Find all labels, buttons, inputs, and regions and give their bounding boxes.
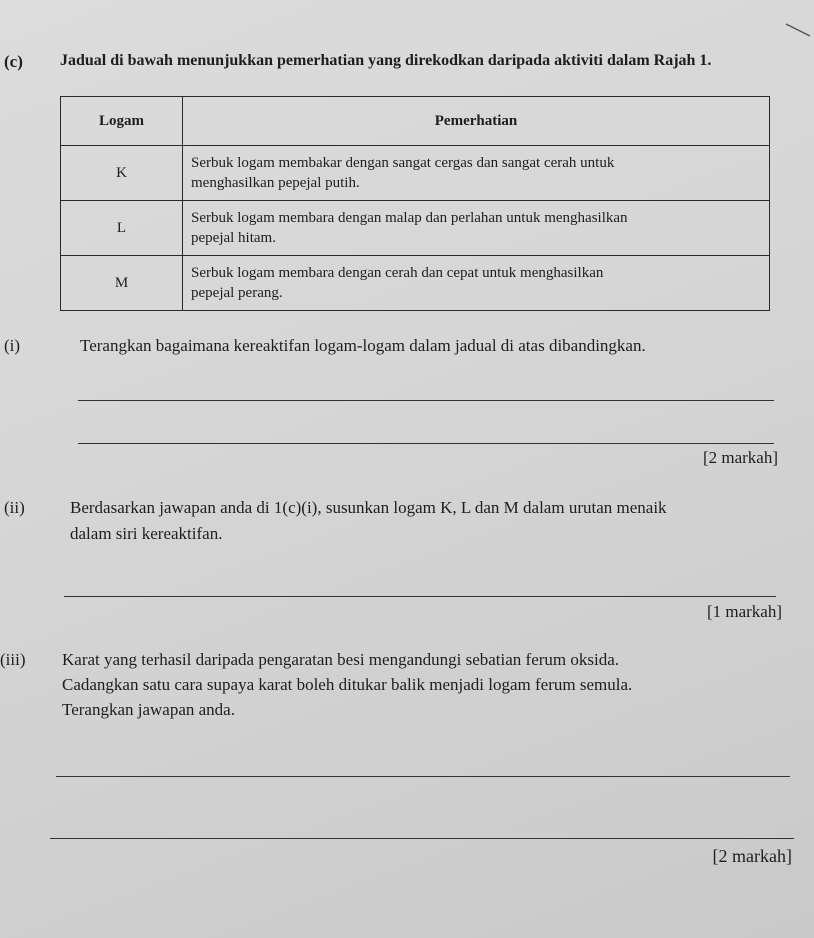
observation-line: Serbuk logam membara dengan malap dan perlahan untuk menghasilkan: [191, 210, 628, 226]
header-pemerhatian: Pemerhatian: [183, 97, 770, 146]
question-ii-label: (ii): [4, 498, 25, 517]
question-iii-line3: Terangkan jawapan anda.: [62, 700, 235, 719]
observation-line: pepejal perang.: [191, 285, 283, 301]
observation-line: menghasilkan pepejal putih.: [191, 175, 360, 191]
header-logam: Logam: [61, 97, 183, 146]
answer-line[interactable]: [56, 776, 790, 777]
metal-cell: M: [61, 256, 183, 311]
pen-mark-icon: [784, 20, 814, 40]
observation-cell: [183, 256, 770, 311]
observation-cell: [183, 201, 770, 256]
observation-table: [60, 96, 770, 311]
question-i-label: (i): [4, 336, 21, 355]
marks-badge: [2 markah]: [712, 846, 792, 866]
marks-badge: [1 markah]: [706, 602, 782, 621]
answer-line[interactable]: [78, 400, 774, 401]
observation-line: pepejal hitam.: [191, 230, 276, 246]
observation-line: Serbuk logam membara dengan cerah dan cepat untuk menghasilkan: [191, 265, 604, 281]
observation-line: Serbuk logam membakar dengan sangat cergas dan sangat cerah untuk: [191, 155, 615, 171]
answer-line[interactable]: [64, 596, 776, 597]
table-row: [61, 146, 770, 201]
question-ii-line2: dalam siri kereaktifan.: [70, 524, 223, 543]
metal-cell: K: [61, 146, 183, 201]
table-row: [61, 201, 770, 256]
answer-line[interactable]: [78, 443, 774, 444]
question-i-text: Terangkan bagaimana kereaktifan logam-logam dalam jadual di atas dibandingkan.: [80, 336, 646, 355]
question-ii-line1: Berdasarkan jawapan anda di 1(c)(i), susunkan logam K, L dan M dalam urutan menaik: [70, 498, 667, 517]
table-row: [61, 256, 770, 311]
observation-cell: [183, 146, 770, 201]
table-header-row: [61, 97, 770, 146]
marks-badge: [2 markah]: [702, 448, 778, 467]
question-iii-line1: Karat yang terhasil daripada pengaratan besi mengandungi sebatian ferum oksida.: [62, 650, 620, 669]
question-iii-line2: Cadangkan satu cara supaya karat boleh ditukar balik menjadi logam ferum semula.: [62, 675, 633, 694]
metal-cell: L: [61, 201, 183, 256]
answer-line[interactable]: [50, 838, 794, 839]
question-iii-label: (iii): [0, 650, 26, 669]
section-c-label: (c): [4, 52, 23, 71]
section-c-intro: Jadual di bawah menunjukkan pemerhatian yang direkodkan daripada aktiviti dalam Rajah 1.: [60, 52, 712, 69]
